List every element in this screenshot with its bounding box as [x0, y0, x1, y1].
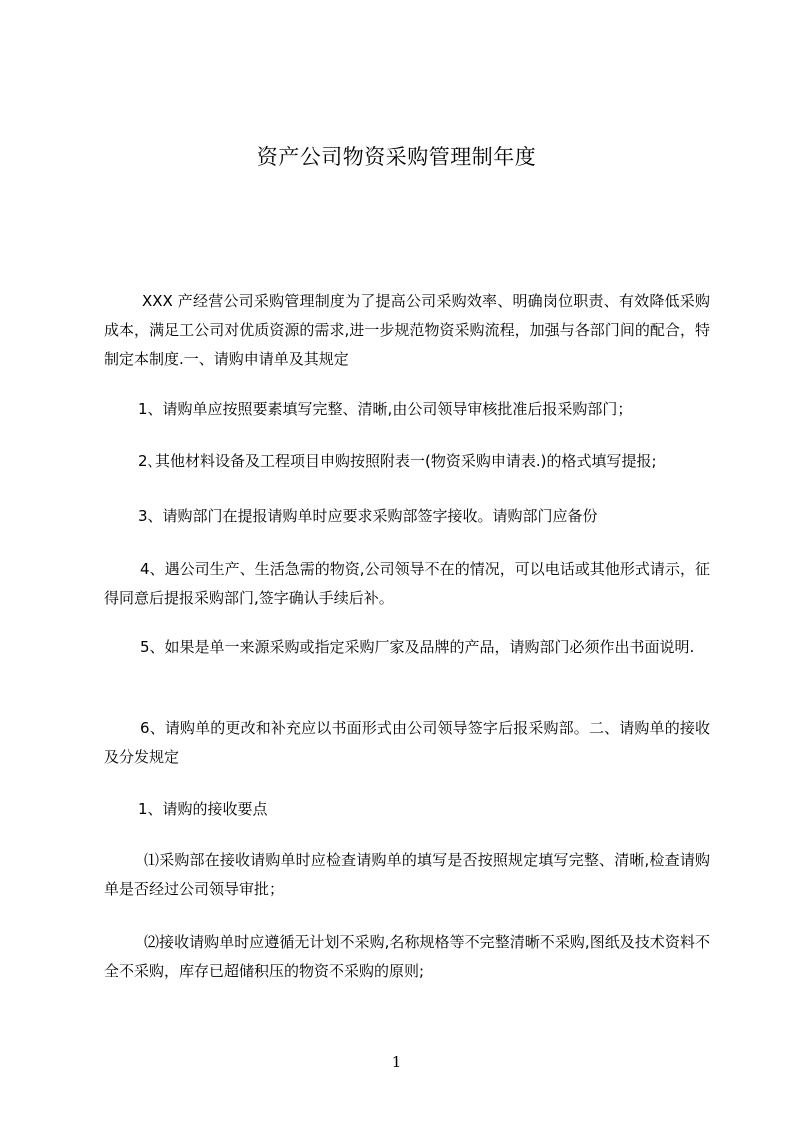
paragraph-item-5: 5、如果是单一来源采购或指定采购厂家及品牌的产品，请购部门必须作出书面说明.: [140, 638, 695, 656]
paragraph-item-2: 2､其他材料设备及工程项目申购按照附表一(物资采购申请表.)的格式填写提报;: [138, 452, 657, 470]
paragraph-sub-1-b: ⑵接收请购单时应遵循无计划不采购,名称规格等不完整清晰不采购,图纸及技术资料不全不采购，库存已超储积压的物资不采购的原则;: [104, 933, 710, 980]
paragraph-sub-1-a: ⑴采购部在接收请购单时应检查请购单的填写是否按照规定填写完整、清晰,检查请购单是否经过公司领导审批；: [104, 851, 710, 898]
paragraph-item-4: 4、遇公司生产、生活急需的物资,公司领导不在的情况，可以电话或其他形式请示，征得同意后提报采购部门,签字确认手续后补。: [104, 560, 710, 607]
document-title: 资产公司物资采购管理制年度: [256, 145, 537, 169]
page-number: 1: [391, 1053, 402, 1071]
paragraph-sub-1: 1、请购的接收要点: [138, 800, 268, 818]
paragraph-item-6: 6、请购单的更改和补充应以书面形式由公司领导签字后报采购部。二、请购单的接收及分发规定: [104, 719, 710, 766]
paragraph-item-1: 1、请购单应按照要素填写完整、清晰,由公司领导审核批准后报采购部门；: [138, 400, 633, 418]
paragraph-item-3: 3、请购部门在提报请购单时应要求采购部签字接收。请购部门应备份: [138, 507, 598, 525]
intro-paragraph: XXX 产经营公司采购管理制度为了提高公司采购效率、明确岗位职责、有效降低采购成本，满足工公司对优质资源的需求,进一步规范物资采购流程，加强与各部门间的配合，特制定本制度.一、请购申请单及其规定: [104, 292, 710, 368]
